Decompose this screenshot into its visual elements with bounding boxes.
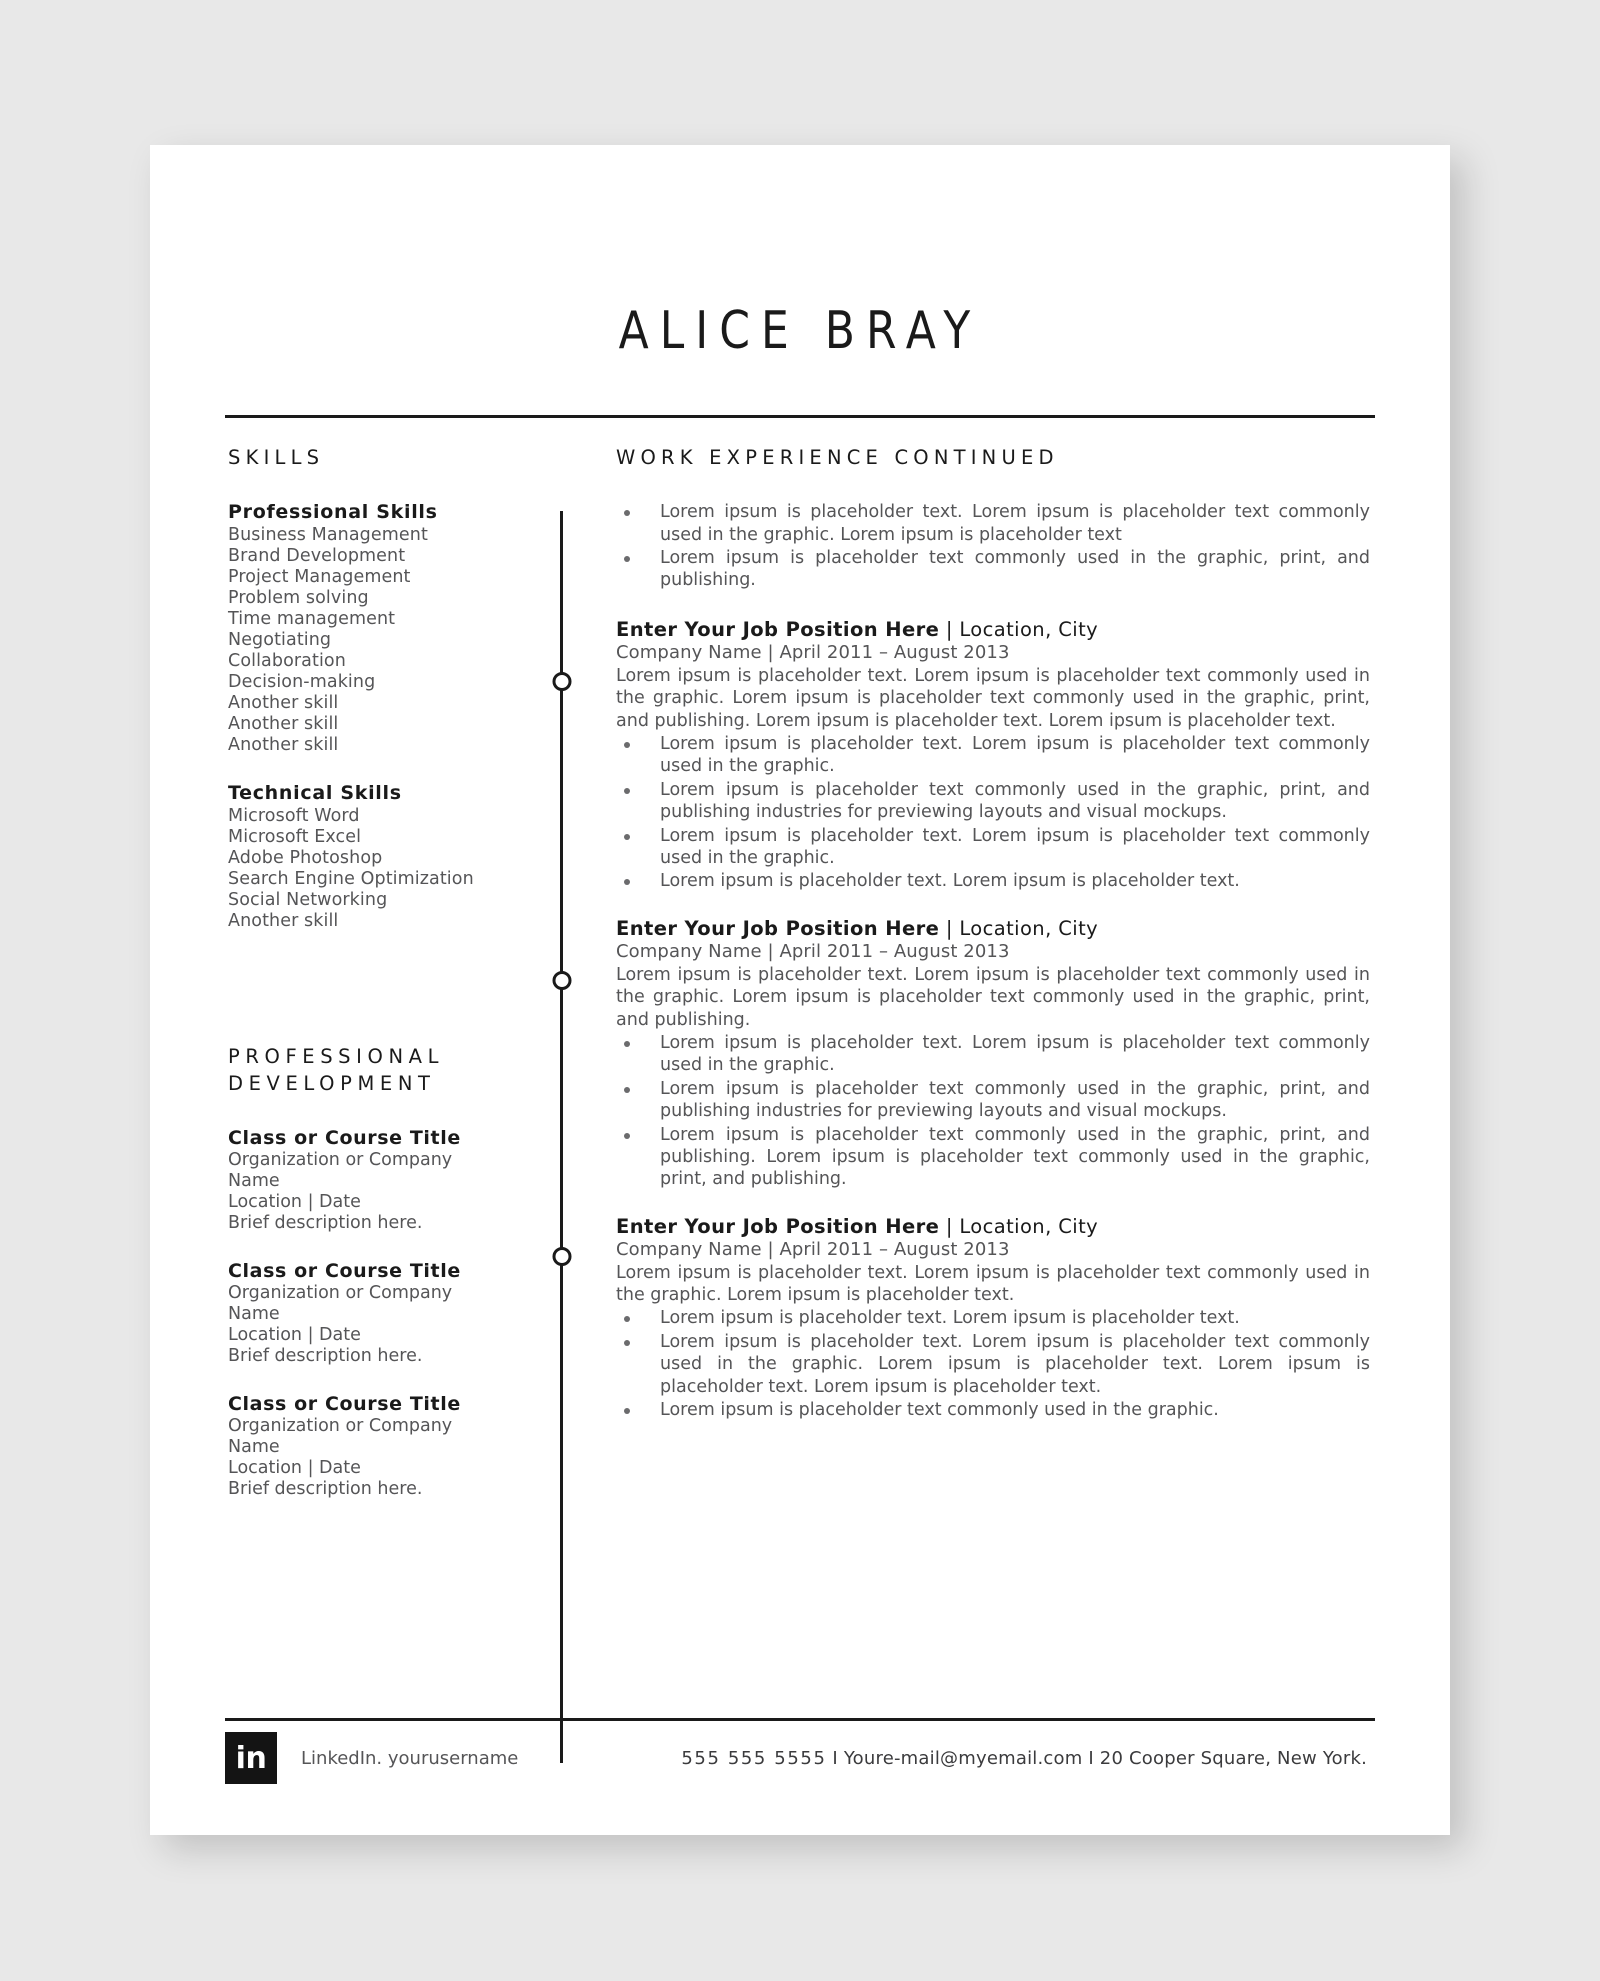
header-divider <box>225 415 1375 418</box>
job-separator: | <box>939 1214 960 1238</box>
skill-item: Project Management <box>228 567 411 588</box>
timeline-line <box>560 511 563 1763</box>
job-bullet-list <box>616 733 1370 893</box>
main-content <box>610 445 1450 1445</box>
job-title <box>616 618 1370 641</box>
development-entry-description: Brief description here. <box>228 1345 423 1366</box>
job-position: Enter Your Job Position Here <box>616 1214 940 1238</box>
contact-info <box>681 1748 1367 1769</box>
list-item: Lorem ipsum is placeholder text commonly used in the graphic, print, and publishing industries for previewing layouts and visual mockups. <box>616 779 1370 824</box>
development-entry <box>228 1127 500 1234</box>
job-location: Location, City <box>959 916 1099 940</box>
skill-item: Microsoft Excel <box>228 827 362 848</box>
timeline-marker <box>552 971 571 990</box>
phone-number: 555 555 5555 <box>681 1747 827 1769</box>
list-item: Lorem ipsum is placeholder text. Lorem ipsum is placeholder text commonly used in the graphic. <box>616 825 1370 870</box>
development-entry-description: Brief description here. <box>228 1478 423 1499</box>
job-separator: | <box>939 916 960 940</box>
skill-item: Microsoft Word <box>228 806 360 827</box>
development-entry-location-date: Location | Date <box>228 1457 361 1478</box>
job-position: Enter Your Job Position Here <box>616 617 940 641</box>
development-entry-description: Brief description here. <box>228 1212 423 1233</box>
development-entry-title: Class or Course Title <box>228 1126 461 1149</box>
list-item: Lorem ipsum is placeholder text commonly used in the graphic, print, and publishing. Lorem ipsum is placeholder text commonly used in the graphic, print, and publishing. <box>616 1124 1370 1191</box>
list-item: Lorem ipsum is placeholder text. Lorem ipsum is placeholder text commonly used in the graphic. Lorem ipsum is placeholder text. Lorem ipsum is placeholder text. Lorem ipsum is placeholder text. <box>616 1331 1370 1398</box>
skill-item: Decision-making <box>228 672 376 693</box>
job-entry <box>616 917 1370 1191</box>
page-title: ALICE BRAY <box>618 300 982 361</box>
skill-item: Problem solving <box>228 588 369 609</box>
skill-item: Time management <box>228 609 396 630</box>
skill-item: Business Management <box>228 525 428 546</box>
skill-item: Another skill <box>228 911 339 932</box>
development-entry-location-date: Location | Date <box>228 1191 361 1212</box>
resume-page <box>150 145 1450 1835</box>
job-entry <box>616 1215 1370 1422</box>
skill-item: Brand Development <box>228 546 406 567</box>
timeline-marker <box>552 672 571 691</box>
list-item: Lorem ipsum is placeholder text. Lorem ipsum is placeholder text commonly used in the graphic. <box>616 733 1370 778</box>
skill-item: Another skill <box>228 735 339 756</box>
timeline <box>510 445 610 1835</box>
development-heading-line2: DEVELOPMENT <box>228 1071 436 1095</box>
job-bullet-list <box>616 1032 1370 1191</box>
job-entry <box>616 618 1370 893</box>
list-item: Lorem ipsum is placeholder text commonly used in the graphic, print, and publishing industries for previewing layouts and visual mockups. <box>616 1078 1370 1123</box>
street-address: 20 Cooper Square, New York. <box>1099 1747 1367 1769</box>
job-title <box>616 1215 1370 1238</box>
email-address[interactable]: Youre-mail@myemail.com <box>843 1747 1083 1769</box>
list-item: Lorem ipsum is placeholder text. Lorem ipsum is placeholder text. <box>616 1307 1370 1329</box>
skill-item: Social Networking <box>228 890 388 911</box>
skill-item: Collaboration <box>228 651 346 672</box>
linkedin-handle[interactable]: LinkedIn. yourusername <box>301 1747 519 1769</box>
skill-group-technical <box>228 782 500 932</box>
skills-heading: SKILLS <box>228 446 325 469</box>
skill-item: Another skill <box>228 714 339 735</box>
development-entry-location-date: Location | Date <box>228 1324 361 1345</box>
job-position: Enter Your Job Position Here <box>616 916 940 940</box>
development-entry-organization: Organization or Company Name <box>228 1282 453 1324</box>
contact-separator: I <box>826 1747 844 1769</box>
job-bullet-list <box>616 1307 1370 1421</box>
resume-body <box>150 445 1450 1835</box>
skill-item: Another skill <box>228 693 339 714</box>
skill-item: Adobe Photoshop <box>228 848 383 869</box>
sidebar <box>150 445 510 1526</box>
skill-group-title: Professional Skills <box>228 501 438 524</box>
development-heading-line1: PROFESSIONAL <box>228 1045 445 1069</box>
job-meta: Company Name | April 2011 – August 2013 <box>616 1238 1010 1260</box>
job-separator: | <box>939 617 960 641</box>
intro-bullet-list <box>616 501 1370 592</box>
job-title <box>616 917 1370 940</box>
development-entry <box>228 1393 500 1500</box>
sidebar-spacer <box>228 958 500 1044</box>
development-entry-title: Class or Course Title <box>228 1259 461 1282</box>
list-item: Lorem ipsum is placeholder text. Lorem ipsum is placeholder text commonly used in the graphic. Lorem ipsum is placeholder text <box>616 501 1370 546</box>
footer <box>225 1729 1375 1787</box>
development-entry-organization: Organization or Company Name <box>228 1415 453 1457</box>
timeline-marker <box>552 1247 571 1266</box>
job-meta: Company Name | April 2011 – August 2013 <box>616 641 1010 663</box>
development-heading <box>228 1044 500 1097</box>
development-entry <box>228 1260 500 1367</box>
list-item: Lorem ipsum is placeholder text commonly used in the graphic, print, and publishing. <box>616 547 1370 592</box>
skill-item: Search Engine Optimization <box>228 869 474 890</box>
job-location: Location, City <box>959 617 1099 641</box>
skill-item: Negotiating <box>228 630 332 651</box>
list-item: Lorem ipsum is placeholder text. Lorem ipsum is placeholder text commonly used in the graphic. <box>616 1032 1370 1077</box>
work-experience-heading: WORK EXPERIENCE CONTINUED <box>616 446 1059 469</box>
list-item: Lorem ipsum is placeholder text commonly used in the graphic. <box>616 1399 1370 1421</box>
job-location: Location, City <box>959 1214 1099 1238</box>
footer-divider <box>225 1718 1375 1721</box>
development-entry-organization: Organization or Company Name <box>228 1149 453 1191</box>
development-entry-title: Class or Course Title <box>228 1392 461 1415</box>
skill-group-title: Technical Skills <box>228 782 402 805</box>
job-meta: Company Name | April 2011 – August 2013 <box>616 940 1010 962</box>
skill-group-professional <box>228 501 500 756</box>
job-description: Lorem ipsum is placeholder text. Lorem ipsum is placeholder text commonly used in the graphic. Lorem ipsum is placeholder text commonly used in the graphic, print, and publishing. Lorem ipsum is placeholder text. Lorem ipsum is placeholder text. <box>616 665 1370 731</box>
linkedin-icon[interactable]: in <box>225 1732 277 1784</box>
job-description: Lorem ipsum is placeholder text. Lorem ipsum is placeholder text commonly used in the graphic. Lorem ipsum is placeholder text commonly used in the graphic, print, and publishing. <box>616 964 1370 1030</box>
list-item: Lorem ipsum is placeholder text. Lorem ipsum is placeholder text. <box>616 870 1370 892</box>
job-description: Lorem ipsum is placeholder text. Lorem ipsum is placeholder text commonly used in the graphic. Lorem ipsum is placeholder text. <box>616 1262 1370 1306</box>
contact-separator: I <box>1082 1747 1100 1769</box>
